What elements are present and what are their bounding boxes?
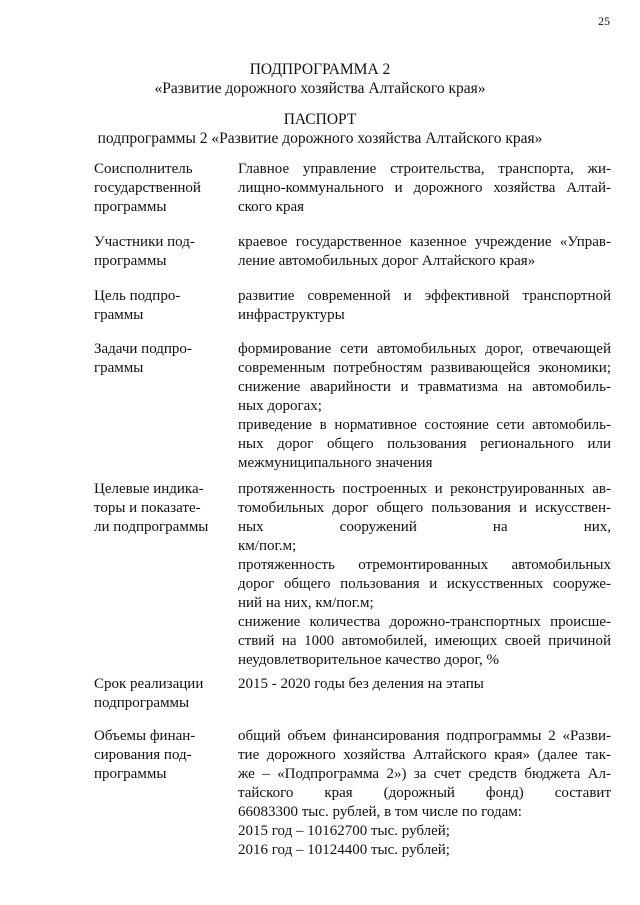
content-line: ных дорог общего пользования регионального или — [238, 436, 611, 452]
row-label — [94, 480, 234, 537]
content-line: инфраструктуры — [238, 307, 345, 323]
row-label — [94, 675, 234, 713]
content-line: же – «Подпрограмма 2») за счет средств бюджета Ал- — [238, 766, 611, 782]
label-line: Соисполнитель — [94, 161, 193, 177]
label-line: Цель подпро- — [94, 288, 181, 304]
subprogram-title: ПОДПРОГРАММА 2 — [249, 61, 391, 78]
label-line: Целевые индика- — [94, 481, 204, 497]
row-label — [94, 287, 234, 325]
row-content — [238, 480, 611, 670]
content-line: тие дорожного хозяйства Алтайского края» (далее так- — [238, 747, 611, 763]
content-line: межмуниципального значения — [238, 455, 433, 471]
row-content — [238, 340, 611, 473]
content-line: томобильных дорог общего пользования и искусствен- — [238, 500, 611, 516]
row-label — [94, 160, 234, 217]
content-line: ление автомобильных дорог Алтайского края» — [238, 253, 536, 269]
row-label — [94, 340, 234, 378]
label-line: программы — [94, 253, 167, 269]
content-line: Главное управление строительства, транспорта, жи- — [238, 161, 611, 177]
content-line: тайского края (дорожный фонд) составит — [238, 785, 611, 801]
label-line: Задачи подпро- — [94, 341, 192, 357]
content-line: краевое государственное казенное учреждение «Управ- — [238, 234, 611, 250]
content-line: ных дорогах; — [238, 398, 322, 414]
content-line: снижение аварийности и травматизма на автомобиль- — [238, 379, 611, 395]
passport-subtitle: подпрограммы 2 «Развитие дорожного хозяйства Алтайского края» — [97, 130, 543, 147]
label-line: программы — [94, 199, 167, 215]
content-line: ных сооружений на них, — [238, 519, 611, 535]
label-line: подпрограммы — [94, 695, 190, 711]
content-line: ского края — [238, 199, 305, 215]
content-line: лищно-коммунального и дорожного хозяйства Алтай- — [238, 180, 611, 196]
content-line: развитие современной и эффективной транспортной — [238, 288, 611, 304]
passport-title: ПАСПОРТ — [283, 111, 357, 128]
content-line: дорог общего пользования и искусственных сооруже- — [238, 576, 611, 592]
label-line: граммы — [94, 307, 144, 323]
content-line: приведение в нормативное состояние сети автомобиль- — [238, 417, 611, 433]
row-content — [238, 675, 611, 694]
row-label — [94, 233, 234, 271]
row-content — [238, 160, 611, 217]
label-line: Срок реализации — [94, 676, 204, 692]
row-content — [238, 233, 611, 271]
content-line: ний на них, км/пог.м; — [238, 595, 374, 611]
content-line: неудовлетворительное качество дорог, % — [238, 652, 499, 668]
content-line: снижение количества дорожно-транспортных происше- — [238, 614, 611, 630]
content-line: ствий на 1000 автомобилей, имеющих своей причиной — [238, 633, 611, 649]
row-label — [94, 727, 234, 784]
content-line: 66083300 тыс. рублей, в том числе по годам: — [238, 804, 522, 820]
row-content — [238, 287, 611, 325]
content-line: 2016 год – 10124400 тыс. рублей; — [238, 842, 450, 858]
page-number: 25 — [598, 14, 610, 28]
label-line: Участники под- — [94, 234, 195, 250]
content-line: 2015 - 2020 годы без деления на этапы — [238, 676, 484, 692]
content-line: общий объем финансирования подпрограммы 2 «Разви- — [238, 728, 611, 744]
content-line: км/пог.м; — [238, 538, 297, 554]
content-line: протяженность отремонтированных автомобильных — [238, 557, 611, 573]
content-line: протяженность построенных и реконструированных ав- — [238, 481, 611, 497]
label-line: торы и показате- — [94, 500, 201, 516]
label-line: программы — [94, 766, 167, 782]
subprogram-name: «Развитие дорожного хозяйства Алтайского края» — [154, 80, 486, 97]
label-line: ли подпрограммы — [94, 519, 209, 535]
label-line: сирования под- — [94, 747, 192, 763]
content-line: 2015 год – 10162700 тыс. рублей; — [238, 823, 450, 839]
content-line: формирование сети автомобильных дорог, отвечающей — [238, 341, 611, 357]
label-line: Объемы финан- — [94, 728, 196, 744]
label-line: граммы — [94, 360, 144, 376]
label-line: государственной — [94, 180, 201, 196]
content-line: современным потребностям развивающейся экономики; — [238, 360, 611, 376]
row-content — [238, 727, 611, 860]
